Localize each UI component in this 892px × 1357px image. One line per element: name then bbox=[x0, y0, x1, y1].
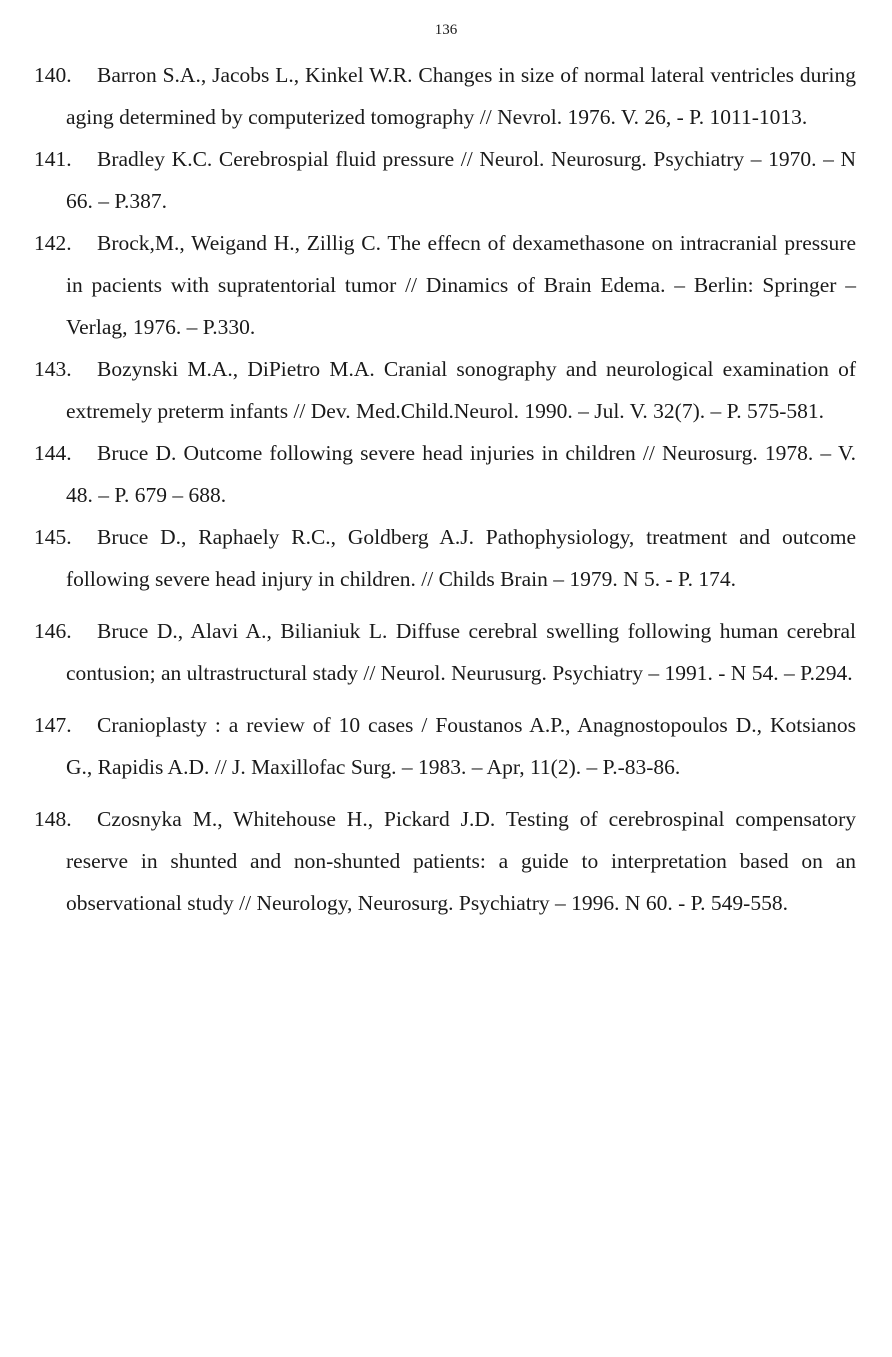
reference-list bbox=[34, 54, 856, 924]
reference-item bbox=[34, 54, 856, 138]
reference-text: Bruce D., Raphaely R.C., Goldberg A.J. Pathophysiology, treatment and outcome following severe head injury in children. // Childs Brain – 1979. N 5. - P. 174. bbox=[66, 525, 856, 591]
reference-number: 142. bbox=[34, 231, 72, 255]
reference-text: Bradley K.C. Cerebrospial fluid pressure // Neurol. Neurosurg. Psychiatry – 1970. – N 66. – P.387. bbox=[66, 147, 856, 213]
reference-number: 147. bbox=[34, 713, 72, 737]
reference-number: 146. bbox=[34, 619, 72, 643]
reference-text: Bozynski M.A., DiPietro M.A. Cranial sonography and neurological examination of extremely preterm infants // Dev. Med.Child.Neurol. 1990. – Jul. V. 32(7). – P. 575-581. bbox=[66, 357, 856, 423]
reference-item bbox=[34, 704, 856, 788]
reference-text: Barron S.A., Jacobs L., Kinkel W.R. Changes in size of normal lateral ventricles during aging determined by computerized tomography // Nevrol. 1976. V. 26, - P. 1011-1013. bbox=[66, 63, 856, 129]
reference-text: Bruce D. Outcome following severe head injuries in children // Neurosurg. 1978. – V. 48. – P. 679 – 688. bbox=[66, 441, 856, 507]
reference-item bbox=[34, 516, 856, 600]
reference-item bbox=[34, 610, 856, 694]
reference-text: Czosnyka M., Whitehouse H., Pickard J.D. Testing of cerebrospinal compensatory reserve in shunted and non-shunted patients: a guide to interpretation based on an observational study // Neurology, Neurosurg. Psychiatry – 1996. N 60. - P. 549-558. bbox=[66, 807, 856, 915]
reference-item bbox=[34, 222, 856, 348]
reference-text: Brock,M., Weigand H., Zillig C. The effecn of dexamethasone on intracranial pressure in pacients with supratentorial tumor // Dinamics of Brain Edema. – Berlin: Springer –Verlag, 1976. – P.330. bbox=[66, 231, 856, 339]
reference-text: Cranioplasty : a review of 10 cases / Foustanos A.P., Anagnostopoulos D., Kotsianos G., Rapidis A.D. // J. Maxillofac Surg. – 1983. – Apr, 11(2). – P.-83-86. bbox=[66, 713, 856, 779]
reference-item bbox=[34, 138, 856, 222]
reference-number: 148. bbox=[34, 807, 72, 831]
reference-item bbox=[34, 348, 856, 432]
reference-item bbox=[34, 432, 856, 516]
page-number: 136 bbox=[434, 22, 458, 38]
reference-number: 141. bbox=[34, 147, 72, 171]
reference-number: 140. bbox=[34, 63, 72, 87]
reference-item bbox=[34, 798, 856, 924]
reference-number: 143. bbox=[34, 357, 72, 381]
reference-number: 144. bbox=[34, 441, 72, 465]
reference-number: 145. bbox=[34, 525, 72, 549]
reference-text: Bruce D., Alavi A., Bilianiuk L. Diffuse cerebral swelling following human cerebral contusion; an ultrastructural stady // Neurol. Neurusurg. Psychiatry – 1991. - N 54. – P.294. bbox=[66, 619, 856, 685]
